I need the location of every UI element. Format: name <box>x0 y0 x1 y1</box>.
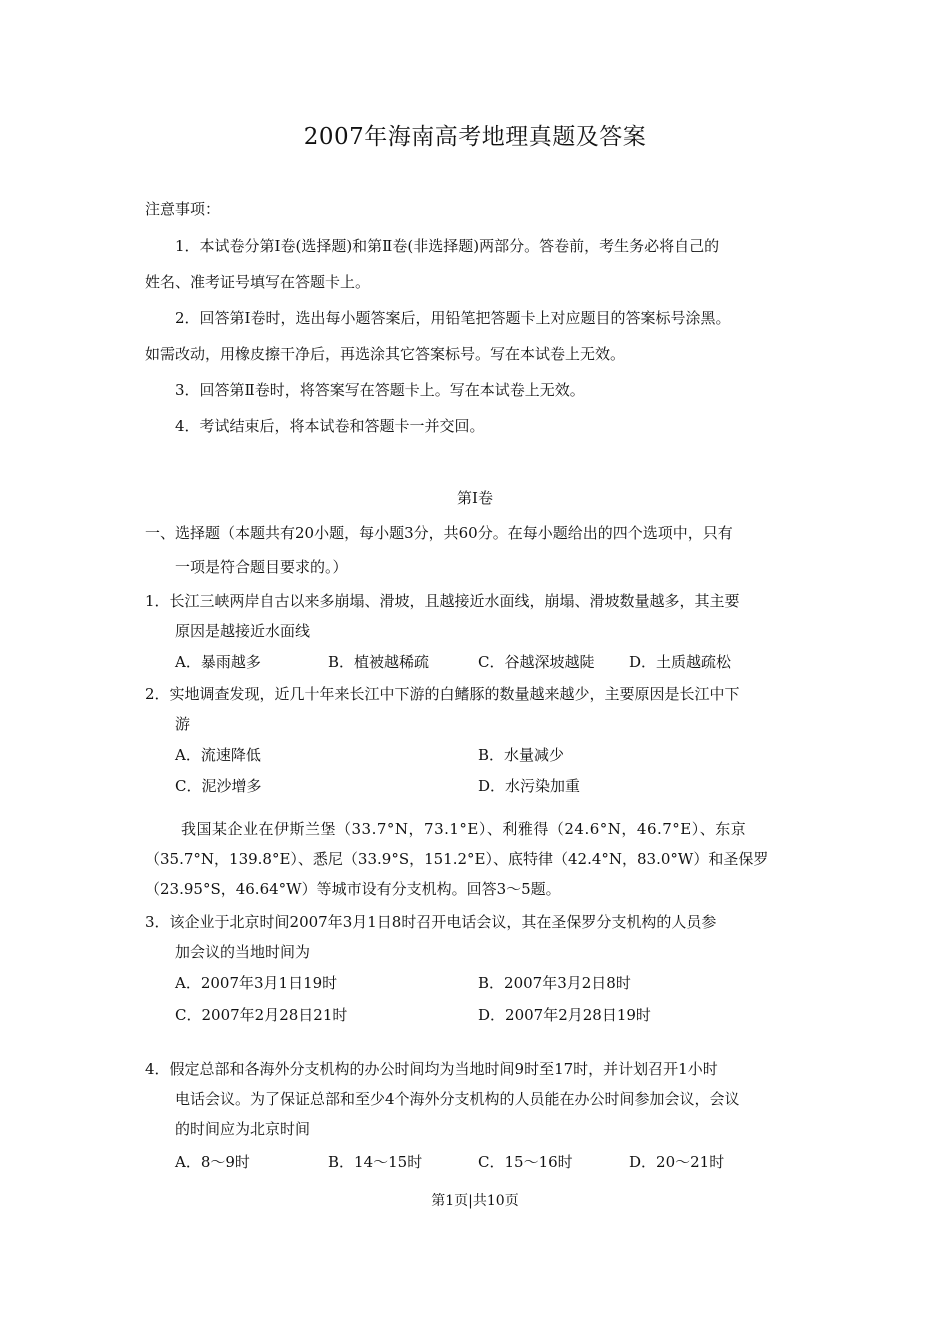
q3-option-d: D．2007年2月28日19时 <box>478 1006 651 1024</box>
notice-4: 4．考试结束后，将本试卷和答题卡一并交回。 <box>175 417 485 435</box>
q3-stem-cont: 加会议的当地时间为 <box>175 943 311 961</box>
section-heading-cont: 一项是符合题目要求的。） <box>175 558 348 576</box>
q1-option-b: B．植被越稀疏 <box>328 653 430 671</box>
section-heading: 一、选择题（本题共有20小题，每小题3分，共60分。在每小题给出的四个选项中，只有 <box>145 524 733 542</box>
q4-option-d: D．20～21时 <box>629 1153 725 1171</box>
passage-line-2: （35.7°N，139.8°E）、悉尼（33.9°S，151.2°E）、底特律（42.4°N，83.0°W）和圣保罗 <box>145 850 769 868</box>
q2-option-a: A．流速降低 <box>175 746 261 764</box>
q3-option-b: B．2007年3月2日8时 <box>478 974 631 992</box>
page-title: 2007年海南高考地理真题及答案 <box>303 124 647 150</box>
passage-line-3: （23.95°S，46.64°W）等城市设有分支机构。回答3～5题。 <box>145 880 561 898</box>
page-footer: 第1页|共10页 <box>431 1193 519 1209</box>
q4-stem: 4．假定总部和各海外分支机构的办公时间均为当地时间9时至17时，并计划召开1小时 <box>145 1060 718 1078</box>
q1-stem-cont: 原因是越接近水面线 <box>175 622 311 640</box>
q2-option-c: C．泥沙增多 <box>175 777 262 795</box>
q1-option-d: D．土质越疏松 <box>629 653 732 671</box>
part-title: 第Ⅰ卷 <box>457 489 493 507</box>
q3-option-c: C．2007年2月28日21时 <box>175 1006 348 1024</box>
notice-2: 2．回答第Ⅰ卷时，选出每小题答案后，用铅笔把答题卡上对应题目的答案标号涂黑。 <box>175 309 731 327</box>
notice-1: 1．本试卷分第Ⅰ卷(选择题)和第Ⅱ卷(非选择题)两部分。答卷前，考生务必将自己的 <box>175 237 720 255</box>
q4-stem-cont-1: 电话会议。为了保证总部和至少4个海外分支机构的人员能在办公时间参加会议，会议 <box>175 1090 740 1108</box>
q4-option-a: A．8～9时 <box>175 1153 250 1171</box>
passage-line-1: 我国某企业在伊斯兰堡（33.7°N，73.1°E）、利雅得（24.6°N，46.7°E）、东京 <box>181 820 747 838</box>
q4-option-b: B．14～15时 <box>328 1153 423 1171</box>
q1-stem: 1．长江三峡两岸自古以来多崩塌、滑坡，且越接近水面线，崩塌、滑坡数量越多，其主要 <box>145 592 740 610</box>
q4-stem-cont-2: 的时间应为北京时间 <box>175 1120 311 1138</box>
notice-heading: 注意事项： <box>145 200 221 218</box>
q1-option-a: A．暴雨越多 <box>175 653 261 671</box>
notice-2-cont: 如需改动，用橡皮擦干净后，再选涂其它答案标号。写在本试卷上无效。 <box>145 345 626 363</box>
q2-stem: 2．实地调查发现，近几十年来长江中下游的白鳍豚的数量越来越少，主要原因是长江中下 <box>145 685 740 703</box>
q3-option-a: A．2007年3月1日19时 <box>175 974 338 992</box>
q3-stem: 3．该企业于北京时间2007年3月1日8时召开电话会议，其在圣保罗分支机构的人员参 <box>145 913 717 931</box>
q2-option-b: B．水量减少 <box>478 746 565 764</box>
q2-stem-cont: 游 <box>175 715 191 733</box>
q2-option-d: D．水污染加重 <box>478 777 581 795</box>
q4-option-c: C．15～16时 <box>478 1153 573 1171</box>
notice-3: 3．回答第Ⅱ卷时，将答案写在答题卡上。写在本试卷上无效。 <box>175 381 585 399</box>
q1-option-c: C．谷越深坡越陡 <box>478 653 595 671</box>
notice-1-cont: 姓名、准考证号填写在答题卡上。 <box>145 273 371 291</box>
